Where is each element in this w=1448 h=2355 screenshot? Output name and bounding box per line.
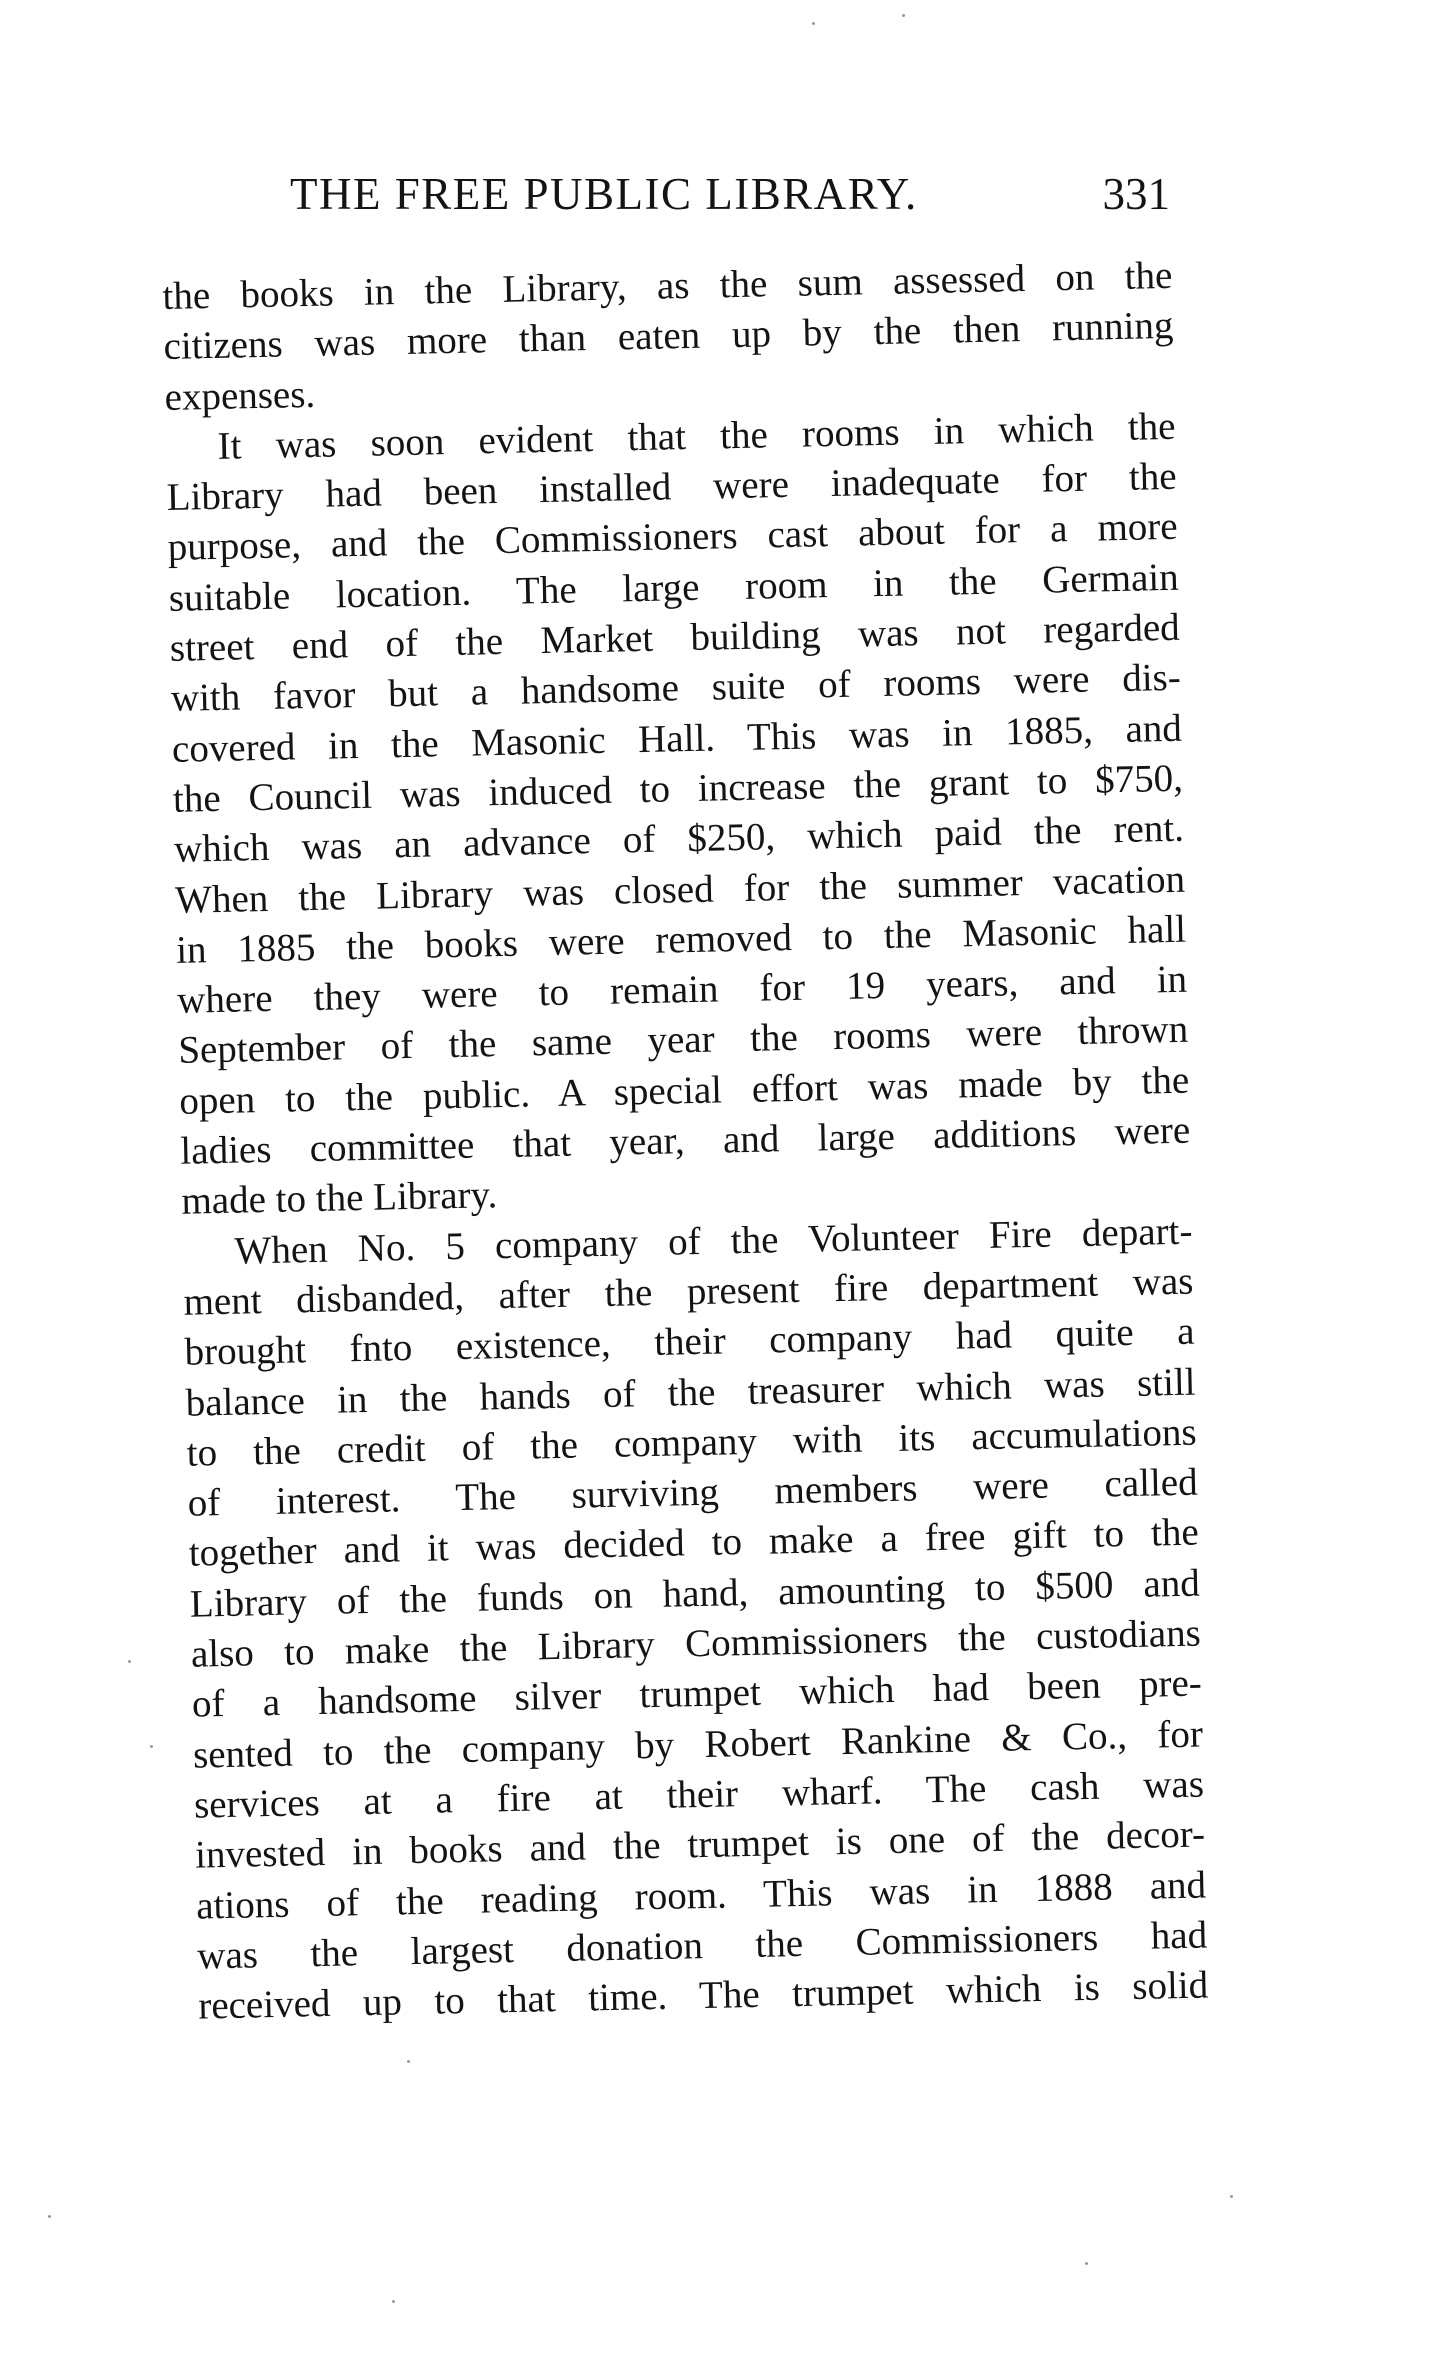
text-line: where they were to remain for 19 years, and in: [176, 957, 1188, 1022]
scan-speck: [812, 22, 815, 25]
text-line: When the Library was closed for the summer vacation: [174, 857, 1186, 922]
text-line: It was soon evident that the rooms in which the: [217, 404, 1176, 468]
text-line: sented to the company by Robert Rankine & Co., for: [192, 1712, 1204, 1777]
text-line: of a handsome silver trumpet which had been pre-: [191, 1661, 1203, 1726]
text-line: suitable location. The large room in the Germain: [168, 555, 1180, 620]
text-line: ladies committee that year, and large additions were: [179, 1108, 1191, 1173]
scan-speck: [1085, 2262, 1088, 2265]
running-head: [290, 168, 1170, 228]
scan-speck: [392, 2300, 395, 2303]
text-line: the books in the Library, as the sum assessed on the: [162, 253, 1173, 318]
text-line: in 1885 the books were removed to the Masonic hall: [175, 907, 1187, 972]
text-line: to the credit of the company with its accumulations: [186, 1410, 1197, 1475]
text-line: balance in the hands of the treasurer which was still: [185, 1360, 1196, 1425]
text-line: expenses.: [164, 372, 316, 419]
scan-speck: [407, 2060, 410, 2063]
text-line: together and it was decided to make a free gift to the: [188, 1510, 1200, 1576]
scan-speck: [150, 1745, 153, 1748]
text-line: with favor but a handsome suite of rooms were dis-: [170, 656, 1182, 721]
text-line: made to the Library.: [181, 1173, 498, 1224]
scan-speck: [48, 2215, 51, 2218]
text-line: When No. 5 company of the Volunteer Fire depart-: [234, 1209, 1193, 1273]
text-line: September of the same year the rooms were thrown: [177, 1008, 1189, 1073]
text-line: services at a fire at their wharf. The cash was: [193, 1762, 1205, 1827]
text-line: the Council was induced to increase the grant to $750,: [172, 756, 1184, 821]
page-number: 331: [1102, 169, 1170, 219]
text-line: invested in books and the trumpet is one of the decor-: [194, 1812, 1206, 1877]
scan-speck: [128, 1660, 131, 1663]
text-line: Library had been installed were inadequate for the: [166, 454, 1177, 520]
text-line: ations of the reading room. This was in 1888 and: [195, 1862, 1207, 1928]
text-line: ment disbanded, after the present fire department was: [183, 1259, 1194, 1324]
body-text: [162, 251, 1209, 2032]
text-line: was the largest donation the Commissioners had: [196, 1913, 1208, 1978]
text-line: covered in the Masonic Hall. This was in 1885, and: [171, 706, 1183, 771]
text-line: which was an advance of $250, which paid the rent.: [173, 806, 1185, 872]
text-line: brought fnto existence, their company had quite a: [184, 1309, 1195, 1374]
text-line: purpose, and the Commissioners cast about for a more: [167, 505, 1179, 570]
text-line: open to the public. A special effort was made by the: [178, 1058, 1190, 1123]
scan-speck: [902, 14, 905, 17]
text-line: Library of the funds on hand, amounting to $500 and: [189, 1561, 1201, 1626]
text-line: also to make the Library Commissioners the custodians: [190, 1611, 1202, 1676]
text-line: of interest. The surviving members were called: [187, 1460, 1199, 1525]
text-line: street end of the Market building was not regarded: [169, 605, 1181, 670]
scan-speck: [1230, 2195, 1233, 2198]
text-line: citizens was more than eaten up by the then running: [163, 304, 1174, 369]
running-title: THE FREE PUBLIC LIBRARY.: [290, 169, 918, 219]
text-line: received up to that time. The trumpet which is solid: [197, 1963, 1209, 2028]
